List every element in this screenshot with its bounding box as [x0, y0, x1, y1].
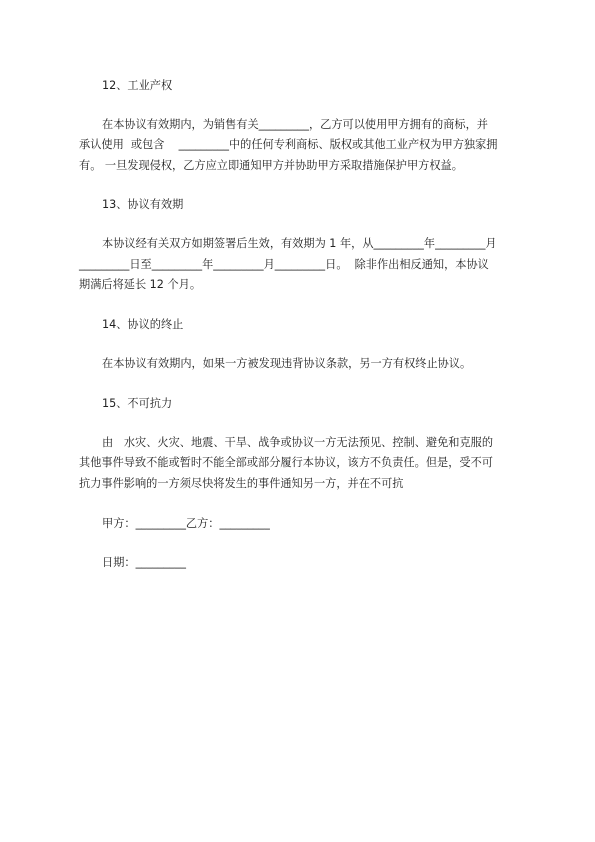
section-14-line-1: 在本协议有效期内，如果一方被发现违背协议条款，另一方有权终止协议。	[102, 357, 472, 370]
section-12-line-3: 有。 一旦发现侵权，乙方应立即通知甲方并协助甲方采取措施保护甲方权益。	[79, 159, 463, 172]
section-14-heading: 14、协议的终止	[102, 318, 184, 331]
section-15-heading: 15、不可抗力	[102, 397, 173, 410]
section-13-line-2: _________日至_________年_________月_________日。 除非作出相反通知，本协议	[79, 258, 489, 271]
signature-date: 日期：_________	[102, 556, 186, 569]
section-13-heading: 13、协议有效期	[102, 198, 184, 211]
section-12-line-2: 承认使用 或包含 _________中的任何专利商标、版权或其他工业产权为甲方独家拥	[79, 138, 498, 151]
section-12-line-1: 在本协议有效期内，为销售有关_________，乙方可以使用甲方拥有的商标，并	[102, 118, 488, 131]
section-15-line-1: 由 水灾、火灾、地震、干旱、战争或协议一方无法预见、控制、避免和克服的	[102, 436, 494, 449]
section-13-line-1: 本协议经有关双方如期签署后生效，有效期为 1 年，从_________年_________月	[102, 237, 497, 250]
signature-parties: 甲方：_________乙方：_________	[102, 517, 270, 530]
section-13-line-3: 期满后将延长 12 个月。	[79, 278, 202, 291]
section-12-heading: 12、工业产权	[102, 79, 173, 92]
section-15-line-2: 其他事件导致不能或暂时不能全部或部分履行本协议，该方不负责任。但是，受不可	[79, 456, 493, 469]
section-15-line-3: 抗力事件影响的一方须尽快将发生的事件通知另一方，并在不可抗	[79, 477, 404, 490]
